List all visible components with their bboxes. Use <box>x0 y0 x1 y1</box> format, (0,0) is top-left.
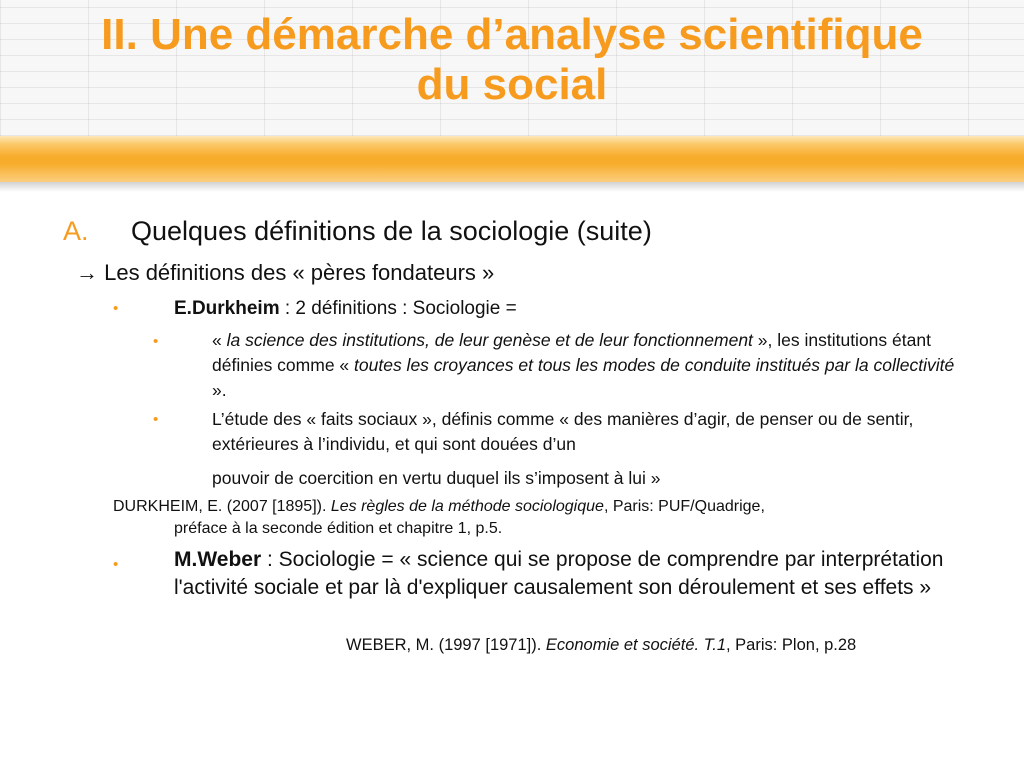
bullet-definition-1: • <box>153 333 159 350</box>
ref1-prefix: DURKHEIM, E. (2007 [1895]). <box>113 498 331 515</box>
founders-line <box>76 258 494 288</box>
bullet-durkheim: • <box>113 300 119 317</box>
def1-italic-2: toutes les croyances et tous les modes de conduite institués par la collectivité <box>354 355 955 375</box>
durkheim-heading <box>174 296 517 322</box>
ref1-book-title: Les règles de la méthode sociologique <box>330 498 604 515</box>
arrow-icon: → <box>76 260 98 285</box>
title-line-1: II. Une démarche d’analyse scientifique <box>101 10 923 59</box>
title-line-2: du social <box>416 60 608 109</box>
weber-reference <box>346 634 1006 656</box>
slide-title <box>0 10 1024 110</box>
bullet-definition-2: • <box>153 411 159 428</box>
bullet-weber: • <box>113 556 119 573</box>
ref2-suffix: , Paris: Plon, p.28 <box>726 636 857 654</box>
weber-name: M.Weber <box>174 548 262 571</box>
definition-1 <box>212 328 972 403</box>
definition-2: L’étude des « faits sociaux », définis comme « des manières d’agir, de penser ou de sentir, extérieures à l’individu, et qui sont douées d’un <box>212 409 914 454</box>
section-heading: Quelques définitions de la sociologie (suite) <box>131 216 652 246</box>
def1-quote-open: « <box>212 330 227 350</box>
weber-definition <box>174 546 974 602</box>
section-marker: A. <box>63 216 89 246</box>
ref2-book-title: Economie et société. T.1 <box>545 636 726 654</box>
band-shadow <box>0 182 1024 192</box>
founders-text: Les définitions des « pères fondateurs » <box>98 260 495 285</box>
weber-rest: : Sociologie = « science qui se propose de comprendre par interprétation l'activité sociale et par là d'expliquer causalement son déroulement et ses effets » <box>174 548 944 599</box>
durkheim-name: E.Durkheim <box>174 298 280 319</box>
def1-italic-1: la science des institutions, de leur genèse et de leur fonctionnement <box>226 330 753 350</box>
ref1-suffix: , Paris: PUF/Quadrige, <box>603 498 765 515</box>
ref2-prefix: WEBER, M. (1997 [1971]). <box>346 636 546 654</box>
orange-band <box>0 136 1024 182</box>
durkheim-reference-line-2: préface à la seconde édition et chapitre 1, p.5. <box>174 520 503 537</box>
definition-2-continued: pouvoir de coercition en vertu duquel ils s’imposent à lui » <box>212 468 661 488</box>
durkheim-rest: : 2 définitions : Sociologie = <box>279 298 517 319</box>
def1-close: ». <box>212 380 227 400</box>
durkheim-reference <box>113 496 973 518</box>
def1-mid: », les institutions étant définies comme « <box>212 330 931 375</box>
